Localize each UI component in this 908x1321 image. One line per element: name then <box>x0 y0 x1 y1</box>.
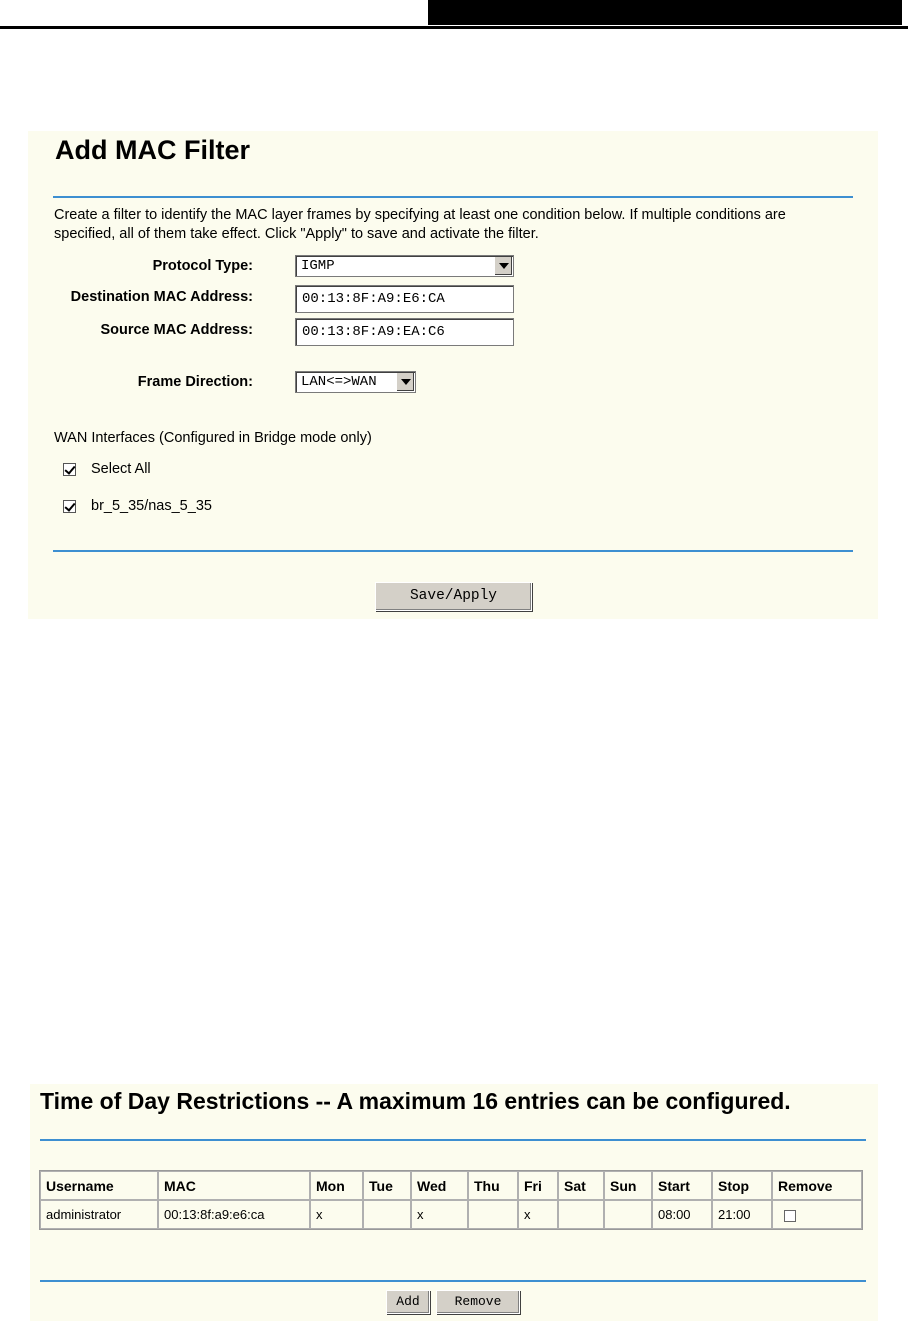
destination-mac-value: 00:13:8F:A9:E6:CA <box>302 291 445 307</box>
top-divider <box>40 1139 866 1141</box>
source-mac-value: 00:13:8F:A9:EA:C6 <box>302 324 445 340</box>
source-mac-input[interactable] <box>295 318 514 346</box>
tue-cell <box>363 1200 411 1229</box>
wed-cell: x <box>411 1200 468 1229</box>
mon-cell: x <box>310 1200 363 1229</box>
fri-cell: x <box>518 1200 558 1229</box>
chevron-down-icon[interactable] <box>396 373 414 391</box>
thu-cell <box>468 1200 518 1229</box>
bottom-divider <box>53 550 853 552</box>
column-header: Sat <box>558 1171 604 1200</box>
column-header: Stop <box>712 1171 772 1200</box>
destination-mac-label: Destination MAC Address: <box>70 289 253 305</box>
column-header: Wed <box>411 1171 468 1200</box>
interface-checkbox[interactable] <box>63 500 76 513</box>
column-header: Tue <box>363 1171 411 1200</box>
page-header-bar <box>428 0 902 25</box>
page-title: Add MAC Filter <box>55 135 250 165</box>
username-cell: administrator <box>40 1200 158 1229</box>
column-header: Start <box>652 1171 712 1200</box>
column-header: Mon <box>310 1171 363 1200</box>
column-header: Username <box>40 1171 158 1200</box>
column-header: Fri <box>518 1171 558 1200</box>
frame-direction-select[interactable] <box>295 371 416 393</box>
column-header: Remove <box>772 1171 862 1200</box>
chevron-down-icon[interactable] <box>494 257 512 275</box>
page-header-rule <box>0 26 908 29</box>
frame-direction-label: Frame Direction: <box>137 374 253 390</box>
description-text: Create a filter to identify the MAC layer frames by specifying at least one condition below. If multiple conditions are specified, all of them take effect. Click "Apply" to save and activate the filter. <box>54 207 786 242</box>
stop-cell: 21:00 <box>712 1200 772 1229</box>
protocol-type-label: Protocol Type: <box>152 258 253 274</box>
remove-checkbox[interactable] <box>784 1210 796 1222</box>
protocol-type-value: IGMP <box>301 258 335 274</box>
interface-label: br_5_35/nas_5_35 <box>91 498 212 514</box>
table-row <box>40 1200 862 1229</box>
sun-cell <box>604 1200 652 1229</box>
destination-mac-input[interactable] <box>295 285 514 313</box>
column-header: Thu <box>468 1171 518 1200</box>
remove-button[interactable]: Remove <box>436 1290 520 1314</box>
start-cell: 08:00 <box>652 1200 712 1229</box>
protocol-type-select[interactable] <box>295 255 514 277</box>
column-header: MAC <box>158 1171 310 1200</box>
table-header-row <box>40 1171 862 1200</box>
mac-cell: 00:13:8f:a9:e6:ca <box>158 1200 310 1229</box>
select-all-label: Select All <box>91 461 151 477</box>
remove-cell <box>772 1200 862 1229</box>
source-mac-label: Source MAC Address: <box>100 322 253 338</box>
add-button[interactable]: Add <box>386 1290 430 1314</box>
restrictions-table <box>39 1170 863 1230</box>
top-divider <box>53 196 853 198</box>
bottom-divider <box>40 1280 866 1282</box>
time-restrictions-panel <box>30 1084 878 1321</box>
sat-cell <box>558 1200 604 1229</box>
wan-interfaces-heading: WAN Interfaces (Configured in Bridge mode only) <box>54 430 372 446</box>
mac-filter-panel <box>28 131 878 619</box>
select-all-checkbox[interactable] <box>63 463 76 476</box>
column-header: Sun <box>604 1171 652 1200</box>
frame-direction-value: LAN<=>WAN <box>301 374 377 390</box>
save-apply-button[interactable]: Save/Apply <box>375 582 532 611</box>
time-restrictions-title: Time of Day Restrictions -- A maximum 16 entries can be configured. <box>40 1088 791 1114</box>
